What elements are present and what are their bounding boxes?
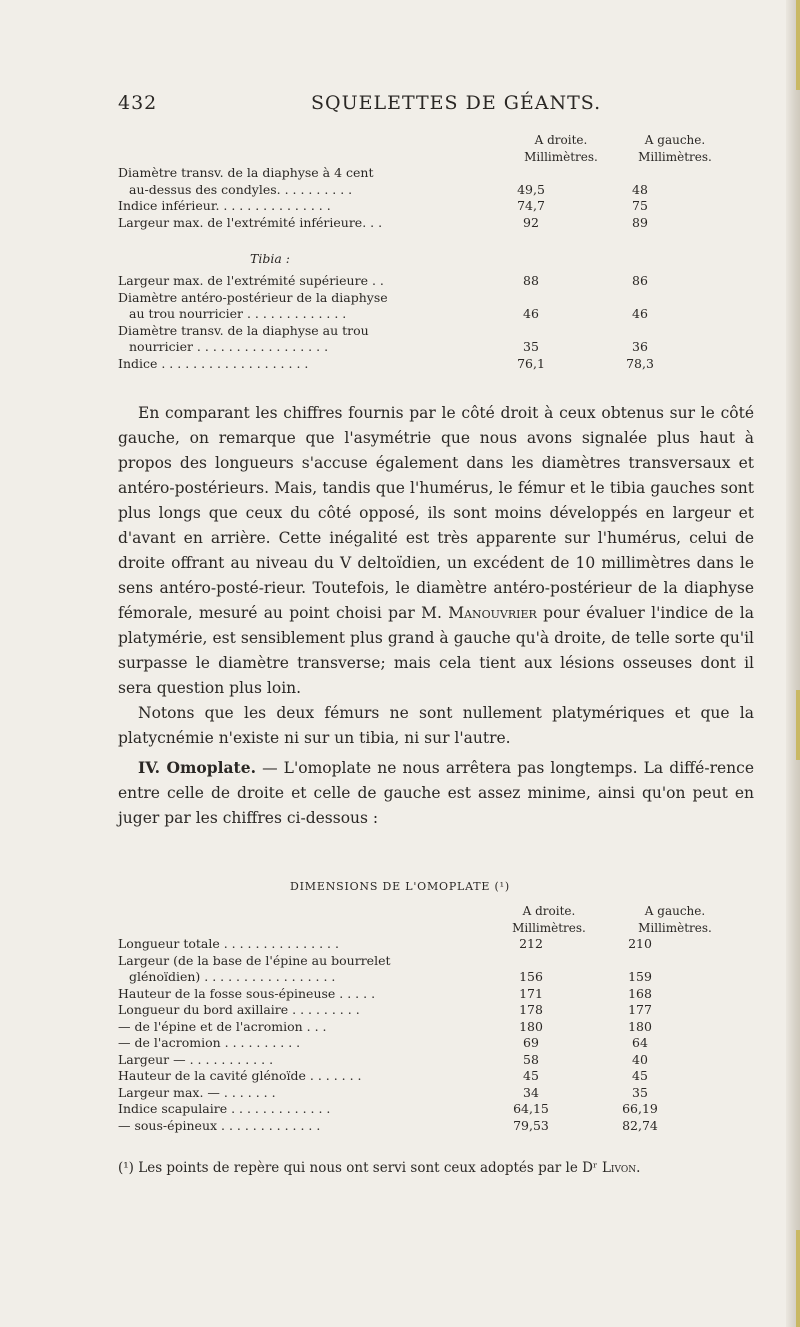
table-column-headers bbox=[118, 903, 768, 920]
author-name: Manouvrier bbox=[448, 604, 537, 622]
value-right: 171 bbox=[519, 985, 543, 1001]
unit-header-right: Millimètres. bbox=[524, 149, 598, 164]
value-right: 34 bbox=[523, 1084, 539, 1100]
row-label: Diamètre transv. de la diaphyse à 4 cent bbox=[118, 165, 374, 180]
value-left: 75 bbox=[632, 198, 648, 213]
page-edge bbox=[786, 0, 800, 1327]
value-left: 40 bbox=[632, 1051, 648, 1067]
row-label: — de l'épine et de l'acromion . . . bbox=[118, 1018, 327, 1034]
page-number: 432 bbox=[118, 92, 158, 114]
value-left: 177 bbox=[628, 1002, 652, 1017]
value-right: 79,53 bbox=[513, 1117, 549, 1133]
column-header-right: A droite. bbox=[534, 133, 588, 147]
value-left: 48 bbox=[632, 181, 648, 197]
row-label: — de l'acromion . . . . . . . . . . bbox=[118, 1035, 301, 1050]
table-row bbox=[118, 356, 768, 373]
table-row bbox=[118, 986, 768, 1003]
value-left: 64 bbox=[632, 1035, 648, 1050]
value-left: 210 bbox=[628, 936, 652, 951]
paragraph: IV. Omoplate. — L'omoplate ne nous arrêtera pas longtemps. La diffé-rence entre celle de droite et celle de gauche est assez minime, ainsi qu'on peut en juger par les chiffres ci-dessous : bbox=[118, 758, 754, 827]
table-row bbox=[118, 165, 768, 182]
value-right: 64,15 bbox=[513, 1101, 549, 1116]
tibia-subtitle: Tibia : bbox=[250, 251, 290, 266]
column-header-left: A gauche. bbox=[644, 904, 706, 918]
value-left: 66,19 bbox=[622, 1101, 658, 1116]
table-unit-headers bbox=[118, 149, 768, 166]
row-label: Largeur max. de l'extrémité supérieure . . bbox=[118, 273, 384, 288]
table-row bbox=[118, 306, 768, 323]
row-label: Diamètre transv. de la diaphyse au trou bbox=[118, 322, 369, 338]
value-right: 212 bbox=[519, 936, 543, 951]
value-right: 45 bbox=[523, 1068, 539, 1083]
footnote: (¹) Les points de repère qui nous ont servi sont ceux adoptés par le Dʳ Livon. bbox=[118, 1160, 641, 1176]
value-left: 35 bbox=[632, 1084, 648, 1100]
paragraph: Notons que les deux fémurs ne sont nullement platymériques et que la platycnémie n'existe ni sur un tibia, ni sur l'autre. bbox=[118, 704, 754, 747]
table-caption: DIMENSIONS DE L'OMOPLATE (¹) bbox=[290, 880, 510, 893]
table-row bbox=[118, 1118, 768, 1135]
row-label: Longueur totale . . . . . . . . . . . . . . . bbox=[118, 936, 339, 951]
femur-measurements-table bbox=[118, 132, 768, 231]
table-row bbox=[118, 1101, 768, 1118]
table-row bbox=[118, 290, 768, 307]
value-left: 36 bbox=[632, 339, 648, 354]
row-label: Diamètre antéro-postérieur de la diaphyse bbox=[118, 289, 388, 305]
table-row bbox=[118, 1035, 768, 1052]
scapula-measurements-table bbox=[118, 903, 768, 1134]
row-label: Indice scapulaire . . . . . . . . . . . . . bbox=[118, 1101, 331, 1116]
value-right: 178 bbox=[519, 1002, 543, 1017]
value-left: 86 bbox=[632, 273, 648, 288]
row-label: Hauteur de la fosse sous-épineuse . . . . . bbox=[118, 985, 376, 1001]
table-row bbox=[118, 1085, 768, 1102]
table-row bbox=[118, 953, 768, 970]
row-label: glénoïdien) . . . . . . . . . . . . . . . . . bbox=[129, 969, 336, 984]
value-left: 78,3 bbox=[626, 355, 654, 371]
row-label: Longueur du bord axillaire . . . . . . . . . bbox=[118, 1002, 360, 1017]
table-row bbox=[118, 198, 768, 215]
paragraph: En comparant les chiffres fournis par le côté droit à ceux obtenus sur le côté gauche, on remarque que l'asymétrie que nous avons signalée plus haut à propos des longueurs s'accuse également dans les diamètres transversaux et antéro-postérieurs. Mais, tandis que l'humérus, le fémur et le tibia gauches sont plus longs que ceux du côté opposé, ils sont moins développés en largeur et d'avant en arrière. Cette inégalité est très apparente sur l'humérus, celui de droite offrant au niveau du V deltoïdien, un excédent de 10 millimètres dans le sens antéro-posté-rieur. Toutefois, le diamètre antéro-postérieur de la diaphyse fémorale, mesuré au point choisi par M. Manouvrier pour évaluer l'indice de la platymérie, est sensiblement plus grand à gauche qu'à droite, de telle sorte qu'il surpasse le diamètre transverse; mais cela tient aux lésions osseuses dont il sera question plus loin. bbox=[118, 404, 754, 697]
value-left: 159 bbox=[628, 969, 652, 984]
value-left: 46 bbox=[632, 306, 648, 321]
body-text bbox=[118, 401, 754, 831]
table-unit-headers bbox=[118, 920, 768, 937]
row-label: Indice . . . . . . . . . . . . . . . . . . . bbox=[118, 355, 309, 371]
table-row bbox=[118, 339, 768, 356]
value-right: 180 bbox=[519, 1018, 543, 1034]
unit-header-left: Millimètres. bbox=[638, 149, 712, 164]
table-row bbox=[118, 323, 768, 340]
value-right: 92 bbox=[523, 214, 539, 230]
value-right: 156 bbox=[519, 969, 543, 984]
value-left: 168 bbox=[628, 985, 652, 1001]
value-left: 82,74 bbox=[622, 1117, 658, 1133]
row-label: Largeur max. — . . . . . . . bbox=[118, 1084, 276, 1100]
unit-header-left: Millimètres. bbox=[638, 920, 712, 935]
value-left: 180 bbox=[628, 1018, 652, 1034]
page-header bbox=[118, 92, 602, 114]
table-column-headers bbox=[118, 132, 768, 149]
row-label: Largeur — . . . . . . . . . . . bbox=[118, 1051, 274, 1067]
row-label: Largeur max. de l'extrémité inférieure. . . bbox=[118, 214, 383, 230]
running-title: SQUELETTES DE GÉANTS. bbox=[311, 92, 602, 114]
value-right: 74,7 bbox=[517, 198, 545, 213]
table-row bbox=[118, 215, 768, 232]
table-row bbox=[118, 273, 768, 290]
value-right: 46 bbox=[523, 306, 539, 321]
table-row bbox=[118, 1002, 768, 1019]
tibia-measurements-table bbox=[118, 251, 768, 372]
row-label: Indice inférieur. . . . . . . . . . . . . . . bbox=[118, 198, 331, 213]
value-right: 76,1 bbox=[517, 355, 545, 371]
row-label: nourricier . . . . . . . . . . . . . . . . . bbox=[129, 339, 329, 354]
value-right: 88 bbox=[523, 273, 539, 288]
table-row bbox=[118, 1068, 768, 1085]
table-row bbox=[118, 1019, 768, 1036]
value-right: 49,5 bbox=[517, 181, 545, 197]
row-label: au-dessus des condyles. . . . . . . . . . bbox=[129, 181, 353, 197]
value-right: 69 bbox=[523, 1035, 539, 1050]
row-label: Largeur (de la base de l'épine au bourrelet bbox=[118, 952, 391, 968]
row-label: — sous-épineux . . . . . . . . . . . . . bbox=[118, 1117, 321, 1133]
section-heading: IV. Omoplate. bbox=[138, 758, 256, 777]
table-row bbox=[118, 936, 768, 953]
table-row bbox=[118, 182, 768, 199]
column-header-left: A gauche. bbox=[644, 133, 706, 147]
table-row bbox=[118, 1052, 768, 1069]
value-right: 58 bbox=[523, 1051, 539, 1067]
column-header-right: A droite. bbox=[522, 904, 576, 918]
value-right: 35 bbox=[523, 339, 539, 354]
row-label: Hauteur de la cavité glénoïde . . . . . . . bbox=[118, 1068, 362, 1083]
footnote-name: Livon. bbox=[601, 1160, 641, 1176]
row-label: au trou nourricier . . . . . . . . . . . . . bbox=[129, 306, 347, 321]
value-left: 45 bbox=[632, 1068, 648, 1083]
unit-header-right: Millimètres. bbox=[512, 920, 586, 935]
value-left: 89 bbox=[632, 214, 648, 230]
table-row bbox=[118, 969, 768, 986]
